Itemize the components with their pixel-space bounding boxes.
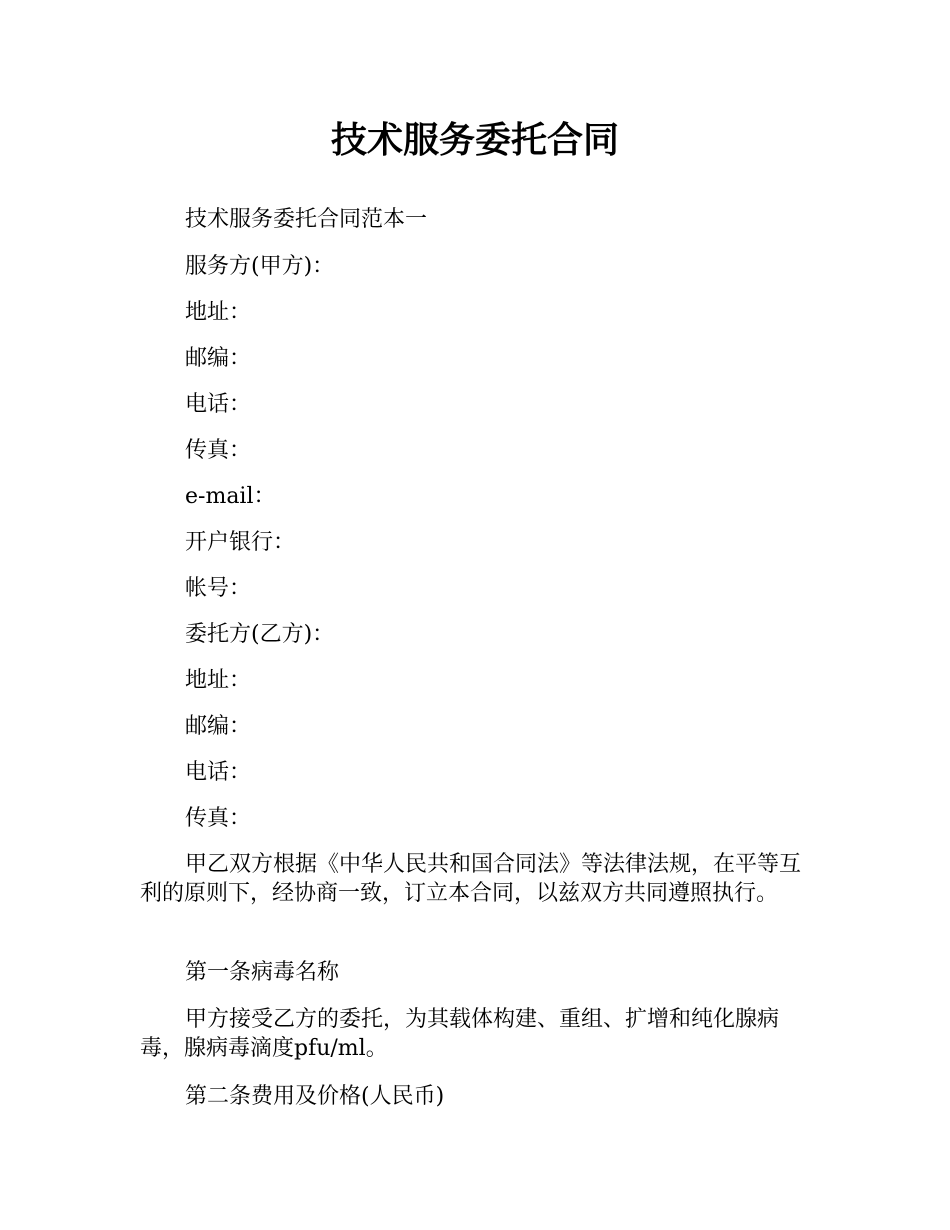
service-account-label: 帐号：: [185, 576, 252, 601]
article-2-heading: 第二条费用及价格(人民币): [185, 1084, 445, 1109]
service-fax-label: 传真：: [185, 438, 252, 463]
service-postcode-label: 邮编：: [185, 346, 252, 371]
service-phone-label: 电话：: [185, 392, 252, 417]
service-party-label: 服务方(甲方)：: [185, 254, 335, 279]
service-bank-label: 开户银行：: [185, 530, 296, 555]
client-phone-label: 电话：: [185, 760, 252, 785]
client-address-label: 地址：: [185, 668, 252, 693]
document-title: 技术服务委托合同: [330, 120, 619, 161]
preamble-paragraph: 甲乙双方根据《中华人民共和国合同法》等法律法规，在平等互利的原则下，经协商一致，订立本合同，以兹双方共同遵照执行。: [140, 852, 802, 906]
article-1-paragraph: 甲方接受乙方的委托，为其载体构建、重组、扩增和纯化腺病毒，腺病毒滴度pfu/ml。: [140, 1007, 780, 1061]
service-address-label: 地址：: [185, 300, 252, 325]
client-postcode-label: 邮编：: [185, 714, 252, 739]
client-fax-label: 传真：: [185, 806, 252, 831]
client-party-label: 委托方(乙方)：: [185, 622, 335, 647]
service-email-label: e-mail：: [185, 484, 276, 509]
subtitle-line: 技术服务委托合同范本一: [185, 207, 428, 232]
article-1-heading: 第一条病毒名称: [185, 960, 340, 985]
